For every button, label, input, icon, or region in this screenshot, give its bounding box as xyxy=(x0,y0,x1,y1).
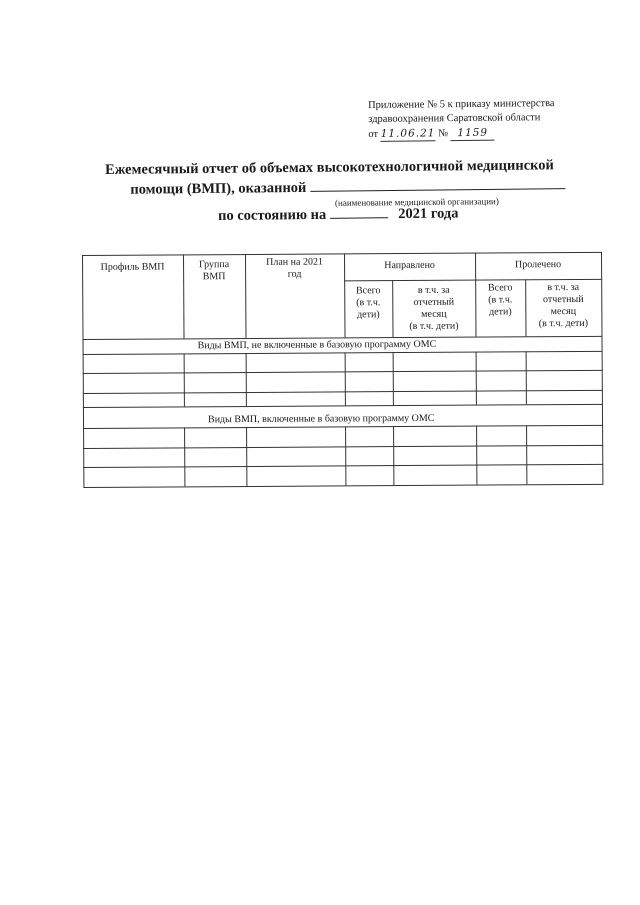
table-col-divider xyxy=(345,352,346,405)
subheader-month-l4: (в т.ч. дети) xyxy=(409,320,459,333)
report-date-line xyxy=(218,204,459,225)
table-border-left xyxy=(82,255,84,487)
report-date-suffix: 2021 года xyxy=(398,205,459,223)
table-row-line xyxy=(83,370,603,374)
table-col-divider xyxy=(476,352,477,405)
header-group-l1: Группа xyxy=(198,259,230,271)
subheader-month-l4: (в т.ч. дети) xyxy=(538,317,589,330)
table-row-line xyxy=(83,464,603,468)
report-date-blank xyxy=(330,205,388,219)
subheader-month-l2: отчетный xyxy=(542,293,584,306)
subheader-total-l3: дети) xyxy=(489,306,512,318)
table-col-divider xyxy=(393,352,394,405)
subheader-month-l1: в т.ч. за xyxy=(547,281,580,294)
table-col-divider xyxy=(345,426,346,485)
section-included: Виды ВМП, включенные в базовую программу ОМС xyxy=(207,412,435,426)
table-col-divider xyxy=(246,353,247,406)
table-col-divider xyxy=(476,426,477,485)
subheader-month-l1: в т.ч. за xyxy=(417,284,450,296)
appendix-date-handwritten: 11.06.21 xyxy=(380,127,436,140)
table-header-divider xyxy=(344,279,602,282)
header-group-l2: ВМП xyxy=(202,271,226,283)
subheader-treated-total xyxy=(475,282,525,318)
subheader-total-l3: дети) xyxy=(357,309,380,321)
subheader-total-l1: Всего xyxy=(487,282,513,294)
table-row-line xyxy=(83,404,603,408)
report-title-line-2 xyxy=(105,175,605,200)
subheader-month-l2: отчетный xyxy=(413,296,455,308)
subheader-month-l3: месяц xyxy=(421,308,447,320)
table-section-1-bottom xyxy=(83,351,603,355)
appendix-number-handwritten: 1159 xyxy=(451,126,495,141)
subheader-total-l2: (в т.ч. xyxy=(488,294,513,306)
header-plan-l1: План на 2021 xyxy=(266,256,323,268)
table-col-divider xyxy=(393,426,394,485)
table-col-divider xyxy=(184,353,185,406)
report-table xyxy=(82,252,603,495)
table-col-divider xyxy=(526,351,527,404)
header-group xyxy=(183,259,245,283)
subheader-directed-total xyxy=(344,285,392,321)
header-plan xyxy=(245,256,344,281)
appendix-number-label: № xyxy=(438,128,449,140)
table-border-top xyxy=(82,252,602,256)
header-directed: Направлено xyxy=(384,259,435,272)
subheader-treated-month xyxy=(525,282,601,330)
appendix-line-1: Приложение № 5 к приказу министерства xyxy=(368,98,555,111)
subheader-month-l3: месяц xyxy=(550,305,577,318)
subheader-directed-month xyxy=(392,285,475,334)
table-border-right xyxy=(601,252,603,484)
header-treated: Пролечено xyxy=(514,259,562,271)
appendix-from-label: от xyxy=(368,128,379,140)
header-profile: Профиль ВМП xyxy=(100,261,165,273)
table-border-bottom xyxy=(83,484,603,488)
table-section-2-bottom xyxy=(83,425,603,429)
table-col-divider xyxy=(184,427,185,486)
appendix-order-line xyxy=(368,124,608,142)
organization-blank xyxy=(310,176,565,192)
report-title xyxy=(105,155,605,200)
subheader-total-l2: (в т.ч. xyxy=(356,297,381,309)
subheader-total-l1: Всего xyxy=(355,285,381,297)
report-date-prefix: по состоянию на xyxy=(218,206,327,224)
table-row-line xyxy=(83,390,603,394)
appendix-block xyxy=(368,96,608,142)
appendix-line-2: здравоохранения Саратовской области xyxy=(368,112,541,125)
report-title-line-1: Ежемесячный отчет об объемах высокотехнологичной медицинской xyxy=(105,157,554,178)
table-col-divider xyxy=(246,427,247,486)
section-not-included: Виды ВМП, не включенные в базовую программу ОМС xyxy=(197,338,437,352)
table-col-divider xyxy=(526,425,527,484)
report-title-line-2-text: помощи (ВМП), оказанной xyxy=(130,179,307,198)
header-plan-l2: год xyxy=(287,268,302,280)
organization-caption: (наименование медицинской организации) xyxy=(334,196,499,208)
